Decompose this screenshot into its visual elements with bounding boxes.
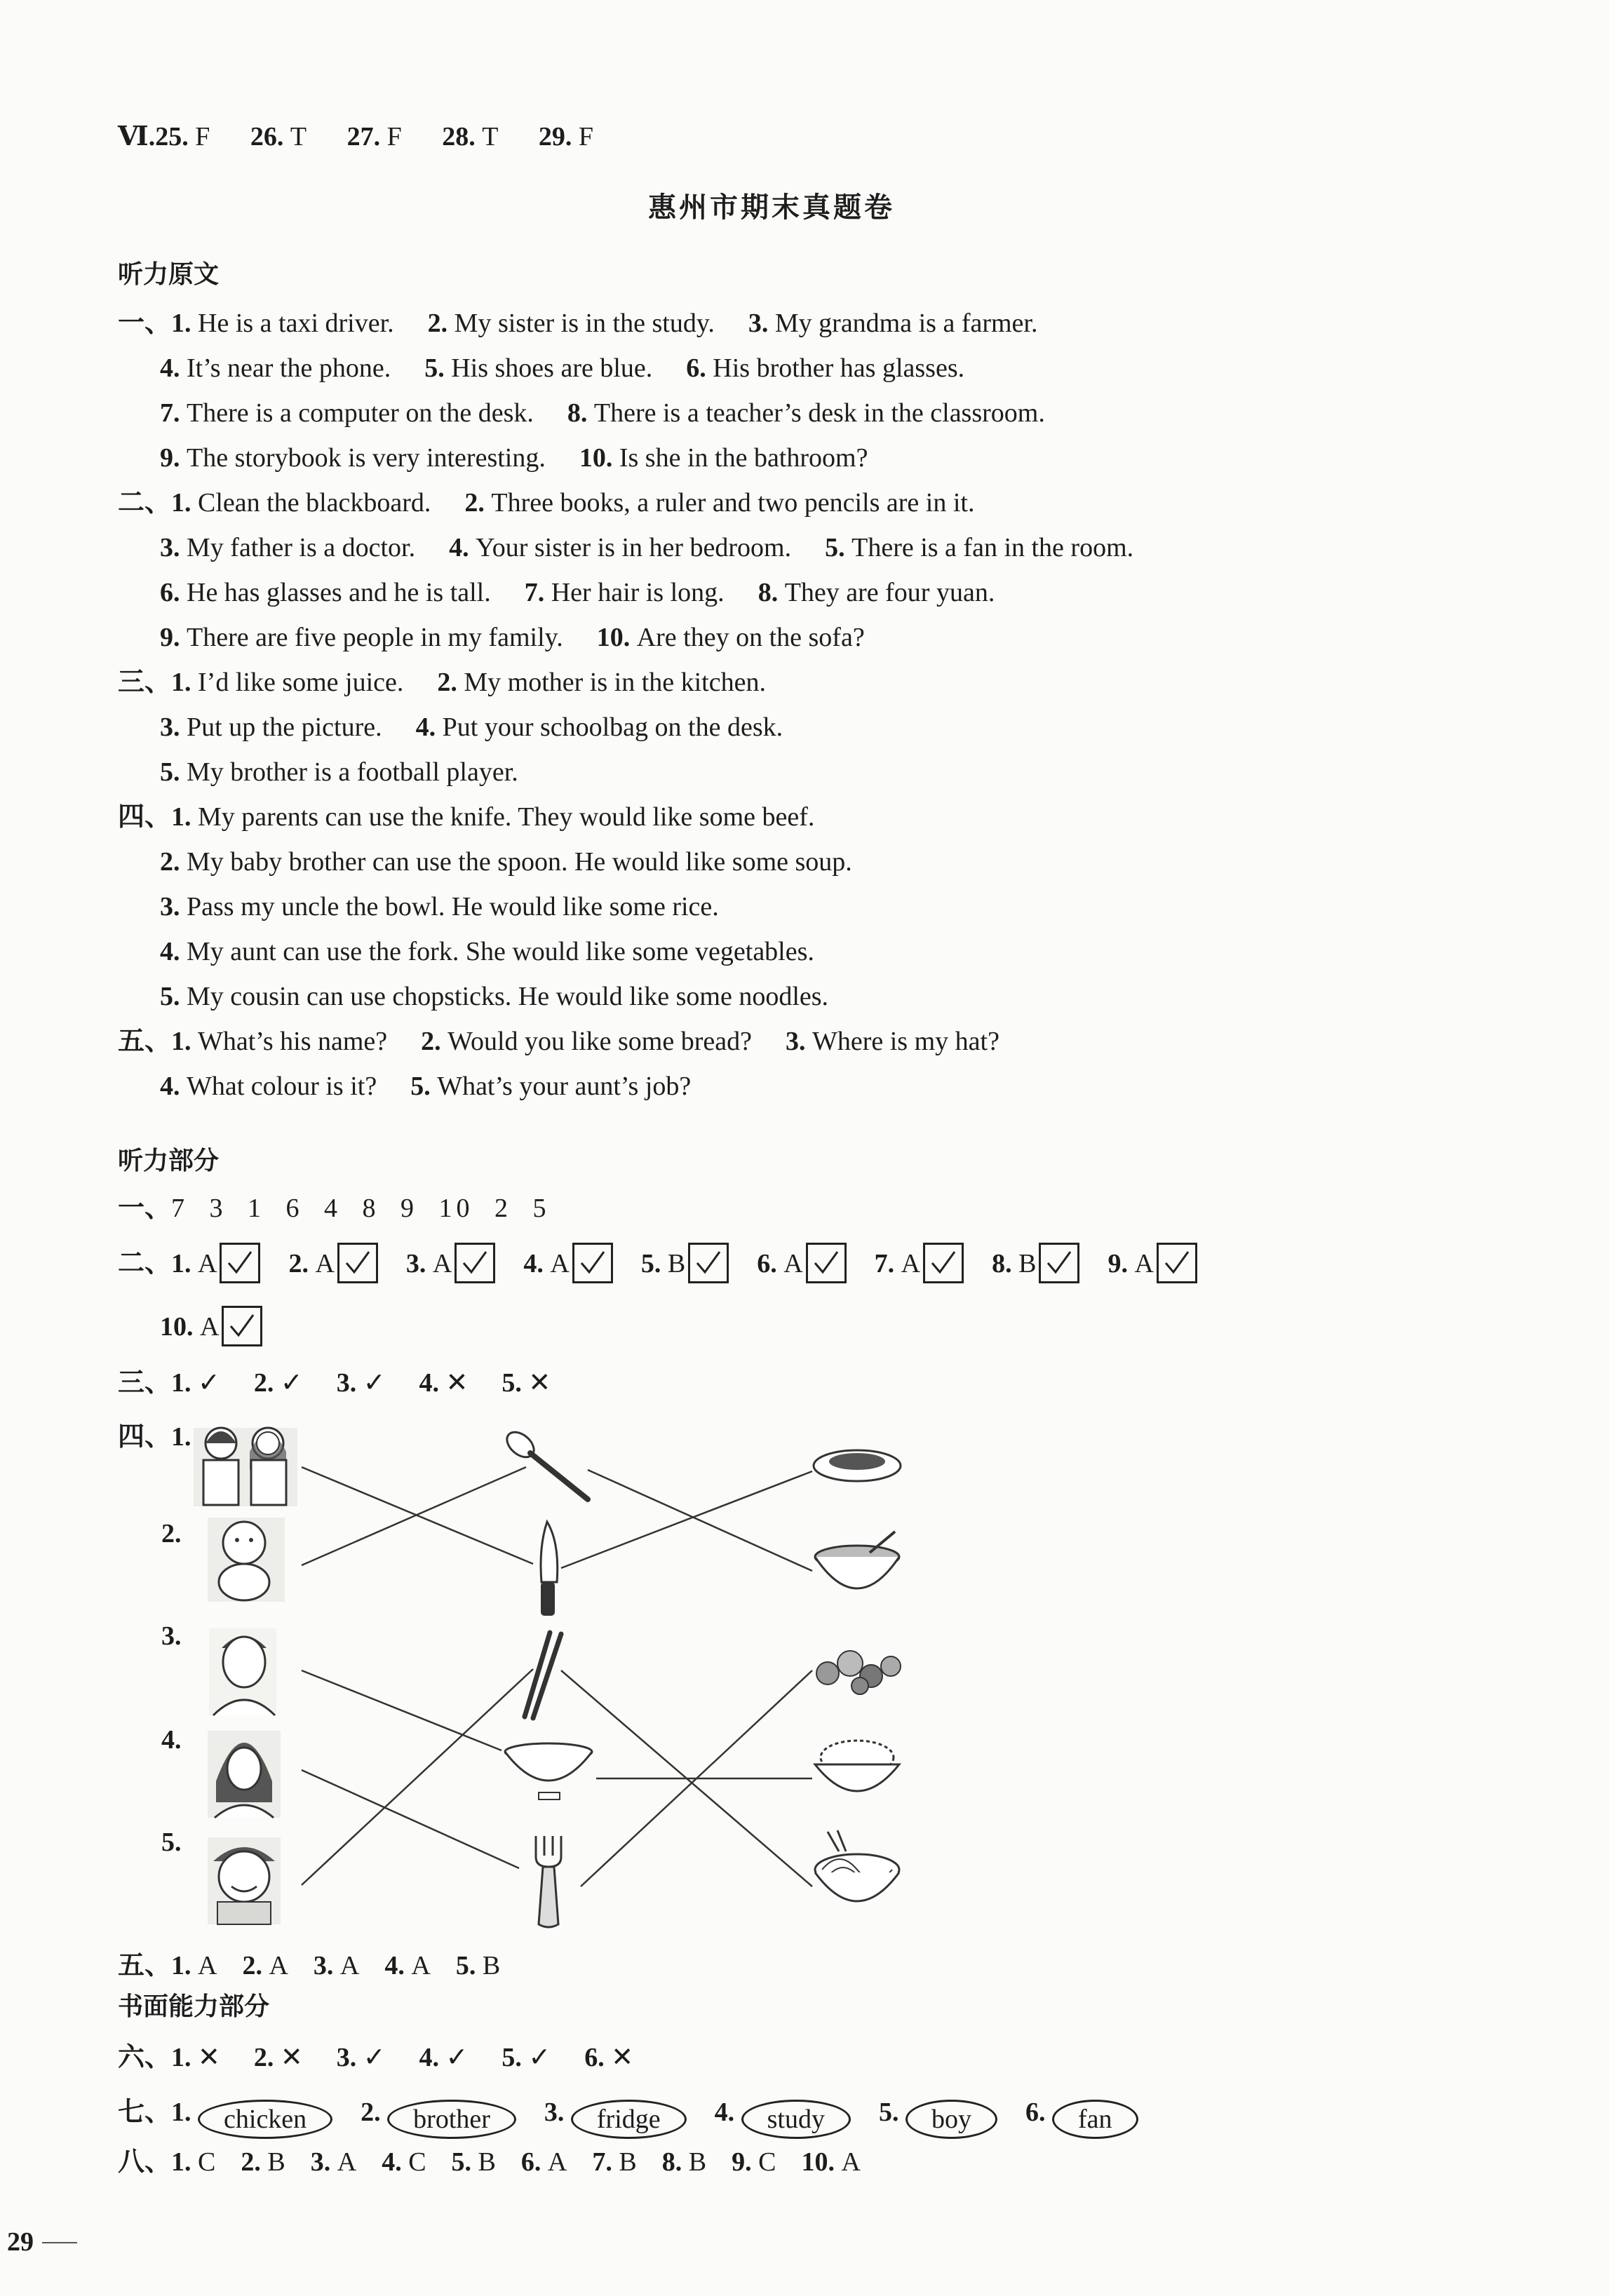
check-mark-icon: ✓ [528,2041,551,2072]
circled-word: fridge [571,2100,687,2139]
answer-item [311,2147,356,2177]
item-text: Where is my hat? [812,1027,999,1056]
fork-icon [536,1836,561,1927]
answer-letter: B [267,2147,285,2177]
item-number: 8. [661,2147,682,2177]
item-number: 6. [160,578,180,607]
item-number: 4. [415,713,436,742]
answer-item [801,2147,860,2177]
item-text: Clean the blackboard. [198,488,431,518]
item-text: My parents can use the knife. They would like some beef. [198,802,815,832]
answer-letter: A [198,1951,217,1980]
item-number: 1. [171,488,191,518]
item-number: 1. [171,2098,191,2127]
writing-sec8 [118,2149,886,2175]
listening-sec4-label-1: 四、1. [118,1422,191,1452]
item-number: 4. [160,353,180,383]
page-number: 29 [7,2229,77,2255]
answer-item [662,2147,706,2177]
item-number: 2. [241,2147,261,2177]
item-number: 5. [825,533,845,562]
answer-letter: A [901,1248,921,1278]
item-number: 5. [501,2043,522,2072]
item-number: 4. [419,1368,440,1398]
spoon-icon [502,1427,588,1499]
item-text: Pass my uncle the bowl. He would like some rice. [187,892,719,921]
answer-letter: C [198,2147,216,2177]
answer-letter: A [315,1248,335,1278]
answer-item [384,1951,430,1980]
item-number: 2. [288,1248,309,1278]
cross-mark-icon: ✕ [445,1367,469,1398]
listening-sec4-label-4: 4. [161,1725,182,1755]
item-number: 10. [801,2147,835,2177]
answer-item: 28. T [442,122,499,151]
section-number: 二、 [118,1248,172,1278]
item-number: 6. [584,2043,605,2072]
answer-item [452,2147,496,2177]
answer-item [521,2147,567,2177]
soup-icon [815,1532,899,1588]
answer-letter: B [619,2147,637,2177]
item-number: 10. [596,623,631,652]
item-number: 8. [992,1248,1012,1278]
item-text: He is a taxi driver. [198,309,394,338]
cross-mark-icon: ✕ [280,2041,303,2072]
section-number: 三、 [118,668,172,697]
parents-icon [194,1428,297,1506]
answer-item [584,2043,633,2072]
uncle-icon [209,1628,276,1715]
answer-letter: A [783,1248,803,1278]
item-text: Put your schoolbag on the desk. [442,713,783,742]
item-number: 4. [384,1951,405,1980]
item-number: 4. [523,1248,544,1278]
item-number: 9. [160,443,180,473]
answer-letter: A [1134,1248,1154,1278]
order-numbers: 7 3 1 6 4 8 9 10 2 5 [171,1194,551,1223]
answer-item [171,1951,217,1980]
item-number: 9. [160,623,180,652]
item-number: 3. [544,2098,565,2127]
item-number: 4. [160,937,180,966]
listening-sec4-label-2: 2. [161,1519,182,1548]
item-number: 2. [253,1368,274,1398]
item-text: What colour is it? [187,1072,377,1101]
item-text: His brother has glasses. [713,353,965,383]
answer-letter: A [547,2147,567,2177]
item-text: Three books, a ruler and two pencils are in it. [491,488,975,518]
item-number: 3. [405,1248,426,1278]
item-number: 3. [160,533,180,562]
item-number: 1. [171,1368,191,1398]
item-text: My baby brother can use the spoon. He would like some soup. [187,847,852,877]
item-number: 5. [455,1951,476,1980]
cross-mark-icon: ✕ [528,1367,551,1398]
item-number: 3. [748,309,769,338]
answer-item [879,2098,997,2134]
section-number: 一、 [118,309,172,338]
item-number: 2. [160,847,180,877]
item-text: Is she in the bathroom? [619,443,868,473]
answer-item [171,2043,220,2072]
item-text: My cousin can use chopsticks. He would like some noodles. [187,982,829,1011]
item-text: There is a computer on the desk. [187,398,534,428]
item-text: What’s his name? [198,1027,388,1056]
item-number: 3. [336,1368,357,1398]
answer-letter: A [550,1248,570,1278]
answer-letter: A [411,1951,431,1980]
answer-item [171,2147,215,2177]
item-number: 1. [171,309,191,338]
item-number: 1. [171,1027,191,1056]
item-number: 7. [874,1248,895,1278]
section-number: 二、 [118,488,172,518]
circled-word: boy [906,2100,997,2139]
section-number: 六、 [118,2043,172,2072]
item-text: It’s near the phone. [187,353,391,383]
section-number: 五、 [118,1027,172,1056]
item-number: 3. [313,1951,334,1980]
item-number: 3. [310,2147,331,2177]
item-number: 2. [421,1027,441,1056]
knife-icon [541,1522,558,1616]
item-number: 7. [524,578,545,607]
section-number: 八、 [118,2147,172,2177]
item-number: 9. [1108,1248,1128,1278]
answer-item: 26. T [250,122,307,151]
circled-word: brother [387,2100,516,2139]
item-number: 7. [160,398,180,428]
item-number: 5. [640,1248,661,1278]
answer-item: 27. F [346,122,402,151]
item-number: 8. [758,578,779,607]
answer-letter: A [198,1248,217,1278]
item-number: 1. [171,1951,191,1980]
section-number: 四、 [118,802,172,832]
answer-item [592,2147,636,2177]
item-text: Put up the picture. [187,713,382,742]
answer-letter: A [200,1311,220,1342]
item-text: I’d like some juice. [198,668,404,697]
item-text: He has glasses and he is tall. [187,578,491,607]
listening-sec4-label-5: 5. [161,1828,182,1857]
cousin-icon [208,1837,281,1924]
section-heading-writing-part: 书面能力部分 [118,1992,270,2021]
item-number: 2. [464,488,485,518]
check-mark-icon: ✓ [363,2041,386,2072]
writing-sec6 [118,2041,634,2072]
answer-letter: B [688,2147,707,2177]
item-number: 6. [520,2147,541,2177]
item-number: 5. [160,982,180,1011]
answer-letter: B [667,1248,686,1278]
answer-letter: B [482,1951,501,1980]
item-number: 1. [171,802,191,832]
answer-item [1025,2098,1138,2134]
item-number: 4. [449,533,469,562]
item-text: Are they on the sofa? [636,623,865,652]
cross-mark-icon: ✕ [611,2041,634,2072]
item-number: 5. [879,2098,899,2127]
section-heading-listening-script: 听力原文 [118,260,220,289]
item-number: 1. [171,2147,191,2177]
listening-sec5 [118,1952,525,1979]
answer-item [714,2098,851,2134]
answer-letter: B [1018,1248,1037,1278]
item-text: There is a teacher’s desk in the classroom. [593,398,1045,428]
item-number: 7. [592,2147,612,2177]
item-number: 10. [579,443,613,473]
item-number: 4. [419,2043,440,2072]
baby-icon [208,1518,285,1602]
item-number: 3. [160,892,180,921]
answer-letter: A [269,1951,288,1980]
item-number: 2. [437,668,457,697]
circled-word: chicken [198,2100,332,2139]
item-text: What’s your aunt’s job? [437,1072,692,1101]
answer-item [171,2098,332,2134]
item-number: 6. [757,1248,777,1278]
match-line [302,1670,501,1750]
answer-letter: C [758,2147,776,2177]
check-mark-icon: ✓ [198,1367,220,1398]
vegetables-icon [816,1651,901,1694]
circled-word: fan [1052,2100,1138,2139]
matching-lines [302,1467,812,1886]
answer-letter: A [841,2147,861,2177]
answer-item: 29. F [538,122,594,151]
item-text: Would you like some bread? [447,1027,752,1056]
chopsticks-icon [525,1633,561,1718]
item-number: 1. [171,2043,191,2072]
item-text: My father is a doctor. [187,533,416,562]
item-number: 5. [424,353,445,383]
section-number: 三、 [118,1368,172,1398]
item-text: There is a fan in the room. [851,533,1134,562]
item-number: 5. [451,2147,472,2177]
item-text: There are five people in my family. [187,623,563,652]
item-text: My mother is in the kitchen. [464,668,766,697]
aunt-icon [208,1731,281,1818]
answer-item [382,2147,426,2177]
section-heading-listening-part: 听力部分 [118,1147,220,1175]
section-number: 七、 [118,2098,172,2127]
item-number: 2. [253,2043,274,2072]
item-number: 2. [427,309,448,338]
item-number: 1. [171,668,191,697]
item-text: His shoes are blue. [451,353,653,383]
section-number: 一、 [118,1194,172,1223]
answer-item [337,2043,386,2072]
item-number: 6. [686,353,706,383]
item-number: 9. [732,2147,752,2177]
item-number: 5. [160,757,180,787]
answer-letter: A [337,2147,357,2177]
answer-item [419,2043,469,2072]
cross-mark-icon: ✕ [198,2041,220,2072]
noodles-icon [815,1830,899,1901]
check-mark-icon: ✓ [280,1367,303,1398]
check-mark-icon: ✓ [363,1367,386,1398]
item-text: Your sister is in her bedroom. [476,533,792,562]
item-text: My grandma is a farmer. [774,309,1038,338]
item-number: 3. [160,713,180,742]
writing-sec7 [118,2093,1166,2132]
item-number: 6. [1025,2098,1046,2127]
item-text: My brother is a football player. [187,757,518,787]
answer-letter: A [339,1951,360,1980]
circled-word: study [741,2100,851,2139]
item-text: Her hair is long. [551,578,725,607]
answer-item [241,2147,285,2177]
item-number: 5. [410,1072,431,1101]
item-number: 4. [160,1072,180,1101]
item-number: 4. [382,2147,402,2177]
page-title: 惠州市期末真题卷 [648,191,895,224]
item-number: 2. [361,2098,381,2127]
answer-item [544,2098,687,2134]
item-number: 8. [567,398,588,428]
item-number: 5. [501,1368,522,1398]
answer-item [242,1951,288,1980]
answer-letter: C [408,2147,426,2177]
match-line [302,1669,533,1885]
item-text: They are four yuan. [784,578,995,607]
item-text: The storybook is very interesting. [187,443,546,473]
answer-item [456,1951,500,1980]
answer-item [361,2098,516,2134]
bowl-icon [505,1743,592,1799]
answer-item [732,2147,776,2177]
rice-icon [815,1741,899,1791]
item-number: 2. [242,1951,262,1980]
section-number: 五、 [118,1951,172,1980]
item-number: 10. [160,1311,194,1342]
listening-sec4-label-3: 3. [161,1621,182,1651]
item-number: 3. [336,2043,357,2072]
answer-item [254,2043,303,2072]
check-mark-icon: ✓ [445,2041,469,2072]
answer-item [314,1951,359,1980]
answer-item: 25. F [155,122,210,151]
item-text: My sister is in the study. [454,309,715,338]
answer-item [501,2043,551,2072]
item-number: 3. [785,1027,806,1056]
item-number: 1. [171,1248,191,1278]
beef-icon [814,1450,901,1481]
item-text: My aunt can use the fork. She would like some vegetables. [187,937,814,966]
roman-numeral: Ⅵ. [118,122,156,151]
item-number: 4. [714,2098,735,2127]
answer-letter: B [478,2147,496,2177]
answer-letter: A [432,1248,452,1278]
